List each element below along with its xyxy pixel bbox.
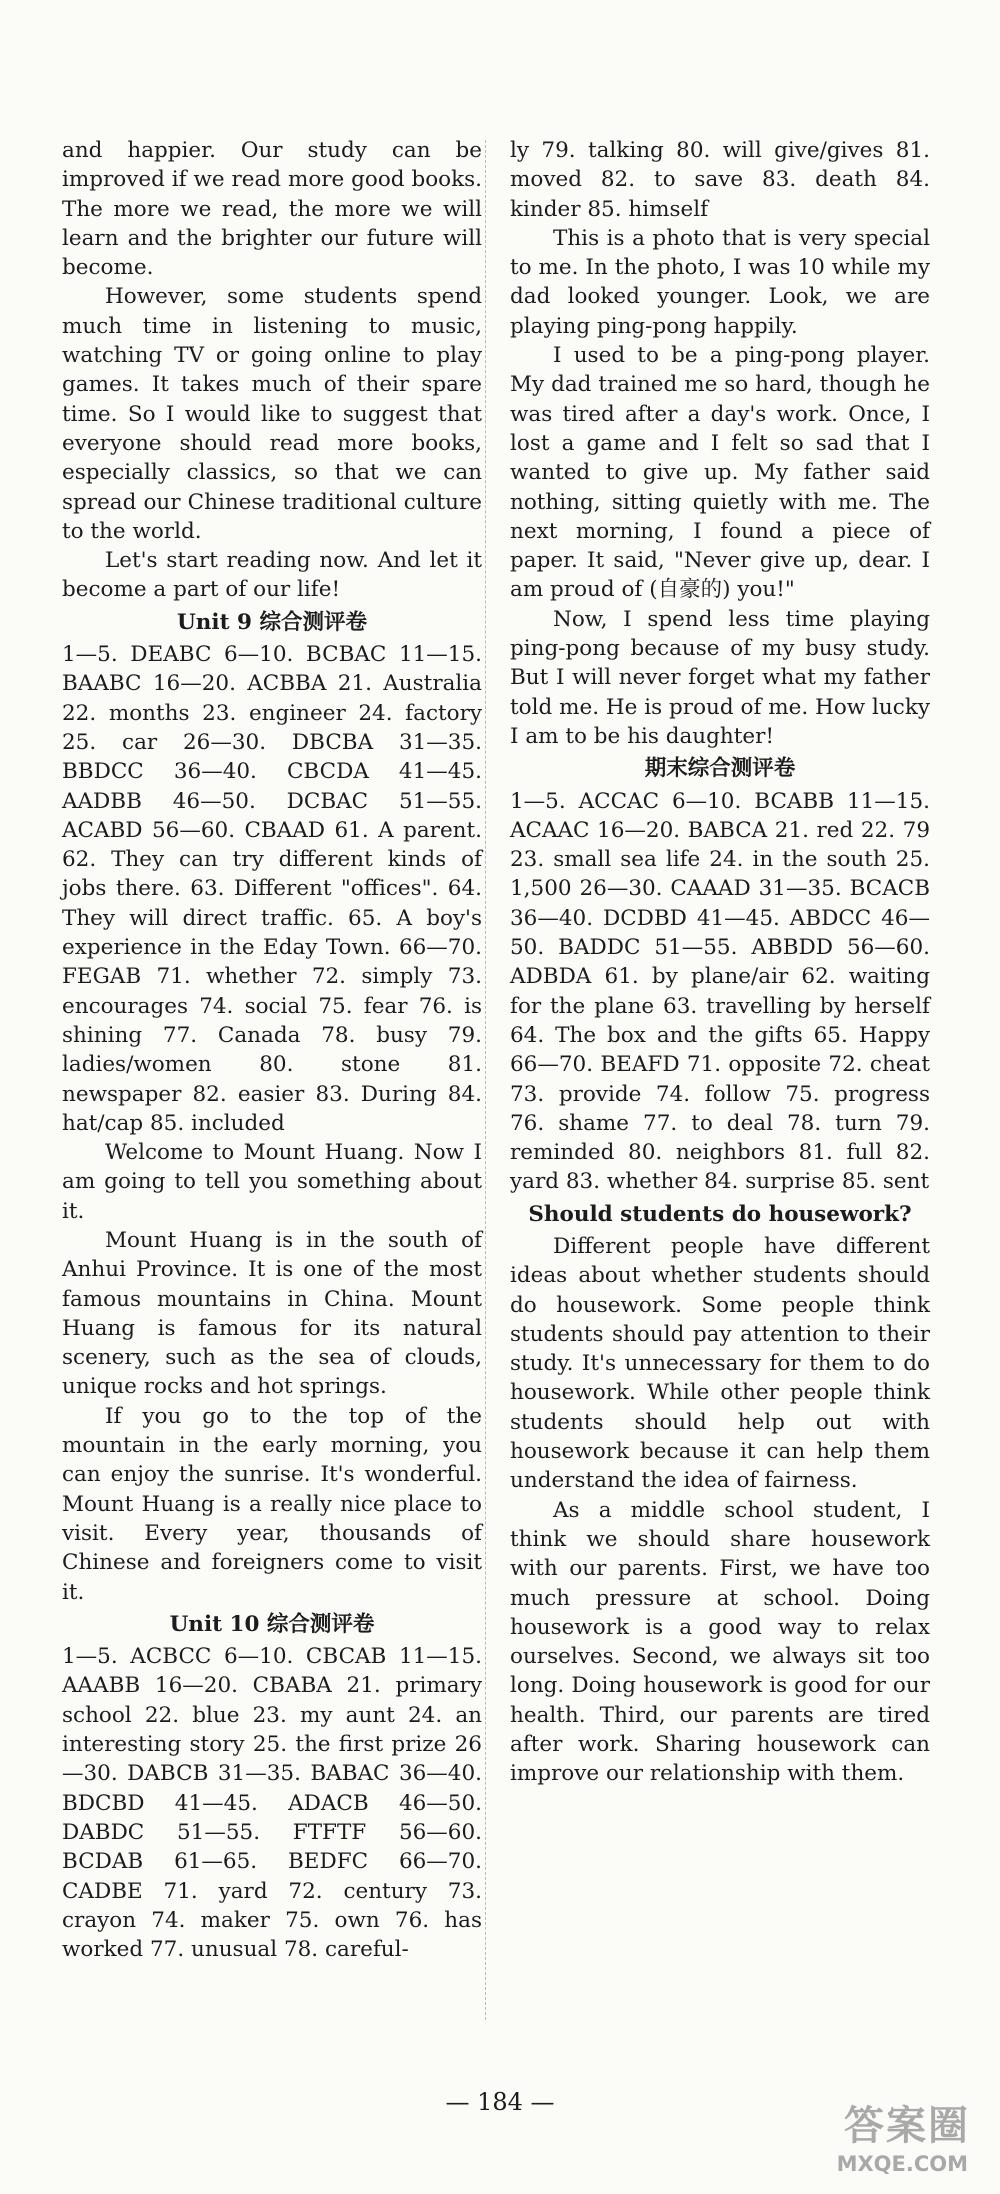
answer-key-final: 1—5. ACCAC 6—10. BCABB 11—15. ACAAC 16—20. BABCA 21. red 22. 79 23. small sea life 24. in the south 25. 1,500 26—30. CAAAD 31—35. BCACB 36—40. DCDBD 41—45. ABDCC 46—50. BADDC 51—55. ABBDD 56—60. ADBDA 61. by plane/air 62. waiting for the plane 63. travelling by herself 64. The box and the gifts 65. Happy 66—70. BEAFD 71. opposite 72. cheat 73. provide 74. follow 75. progress 76. shame 77. to deal 78. turn 79. reminded 80. neighbors 81. full 82. yard 83. whether 84. surprise 85. sent [510,788,930,1195]
page-number: — 184 — [445,2088,555,2116]
watermark-logo [784,2094,974,2176]
essay-paragraph: However, some students spend much time in listening to music, watching TV or going online to play games. It takes much of their spare time. So I would like to suggest that everyone should read more books, especially classics, so that we can spread our Chinese traditional culture to the world. [62,284,482,544]
essay-paragraph: This is a photo that is very special to me. In the photo, I was 10 while my dad looked younger. Look, we are playing ping-pong happily. [510,225,930,339]
essay-paragraph: Mount Huang is in the south of Anhui Province. It is one of the most famous mountains in China. Mount Huang is famous for its natural scenery, such as the sea of clouds, unique rocks and hot springs. [62,1227,482,1400]
essay-paragraph: I used to be a ping-pong player. My dad trained me so hard, though he was tired after a day's work. Once, I lost a game and I felt so sad that I wanted to give up. My father said nothing, sitting quietly with me. The next morning, I found a piece of paper. It said, "Never give up, dear. I am proud of (自豪的) you!" [510,343,930,603]
essay-paragraph: Different people have different ideas about whether students should do housework. Some people think students should pay attention to their study. It's unnecessary for them to do housework. While other people think students should help out with housework because it can help them understand the idea of fairness. [510,1233,930,1494]
essay-paragraph: Welcome to Mount Huang. Now I am going to tell you something about it. [62,1140,482,1224]
essay-title: Should students do housework? [528,1201,912,1227]
watermark-mark: 答案圈 [844,2103,970,2149]
essay-paragraph: If you go to the top of the mountain in the early morning, you can enjoy the sunrise. It's wonderful. Mount Huang is a really nice place to visit. Every year, thousands of Chinese and foreigners come to visit it. [62,1403,482,1605]
answer-key-unit10-continued: ly 79. talking 80. will give/gives 81. moved 82. to save 83. death 84. kinder 85. himself [510,138,930,222]
essay-paragraph: and happier. Our study can be improved if we read more good books. The more we read, the more we will learn and the brighter our future will become. [62,138,482,281]
essay-paragraph: Let's start reading now. And let it become a part of our life! [62,548,482,603]
answer-key-unit9: 1—5. DEABC 6—10. BCBAC 11—15. BAABC 16—20. ACBBA 21. Australia 22. months 23. engineer 24. factory 25. car 26—30. DBCBA 31—35. BBDCC 36—40. CBCDA 41—45. AADBB 46—50. DCBAC 51—55. ACABD 56—60. CBAAD 61. A parent. 62. They can try different kinds of jobs there. 63. Different "offices". 64. They will direct traffic. 65. A boy's experience in the Eday Town. 66—70. FEGAB 71. whether 72. simply 73. encourages 74. social 75. fear 76. is shining 77. Canada 78. busy 79. ladies/women 80. stone 81. newspaper 82. easier 83. During 84. hat/cap 85. included [62,642,482,1136]
watermark-url: MXQE.COM [836,2152,968,2176]
answer-key-unit10: 1—5. ACBCC 6—10. CBCAB 11—15. AAABB 16—20. CBABA 21. primary school 22. blue 23. my aunt 24. an interesting story 25. the first prize 26—30. DABCB 31—35. BABAC 36—40. BDCBD 41—45. ADACB 46—50. DABDC 51—55. FTFTF 56—60. BCDAB 61—65. BEDFC 66—70. CADBE 71. yard 72. century 73. crayon 74. maker 75. own 76. has worked 77. unusual 78. careful- [62,1644,482,1963]
section-heading-final: 期末综合测评卷 [644,756,796,782]
column-divider [485,140,486,2020]
section-heading-unit9: Unit 9 综合测评卷 [177,609,367,635]
essay-paragraph: As a middle school student, I think we should share housework with our parents. First, we have too much pressure at school. Doing housework is a good way to relax ourselves. Second, we always sit too long. Doing housework is good for our health. Third, our parents are tired after work. Sharing housework can improve our relationship with them. [510,1497,930,1787]
section-heading-unit10: Unit 10 综合测评卷 [169,1611,375,1637]
essay-paragraph: Now, I spend less time playing ping-pong because of my busy study. But I will never forget what my father told me. He is proud of me. How lucky I am to be his daughter! [510,606,930,749]
right-column [510,136,930,1789]
left-column [62,136,482,1964]
